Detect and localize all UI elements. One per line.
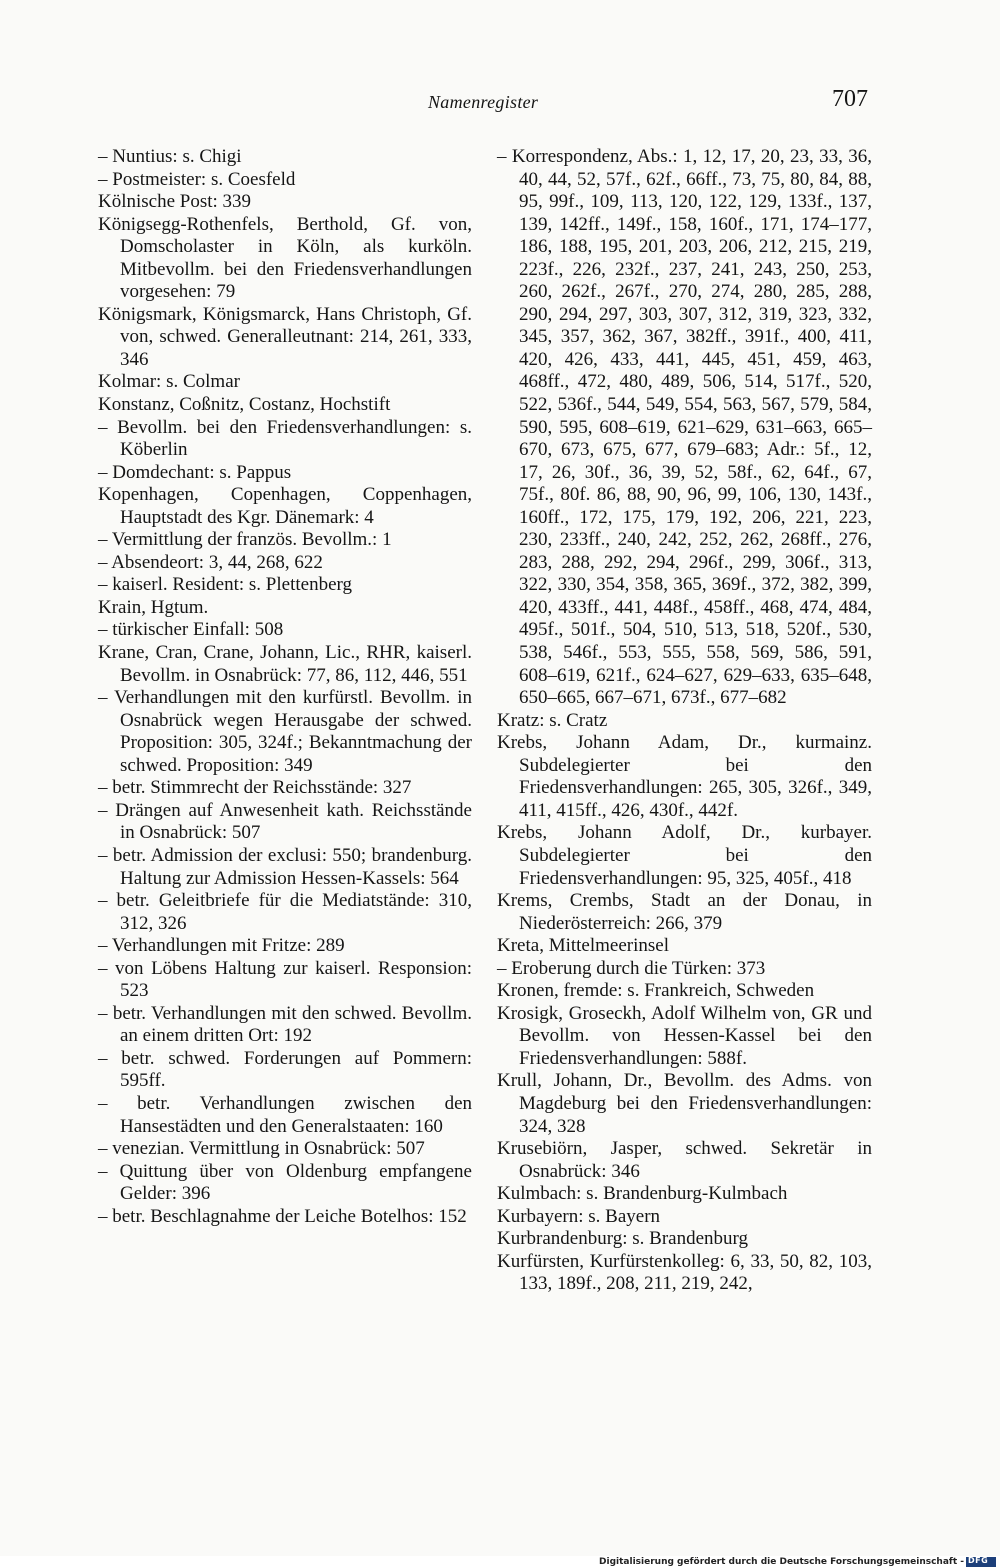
index-entry: Krosigk, Groseckh, Adolf Wilhelm von, GR und Bevollm. von Hessen-Kassel bei den Friedensverhandlungen: 588f. <box>497 1002 872 1069</box>
dfg-logo-icon <box>966 1557 996 1567</box>
index-entry: Königsegg-Rothenfels, Berthold, Gf. von, Domscholaster in Köln, als kurköln. Mitbevollm. bei den Friedensverhandlungen vorgesehen: 79 <box>98 213 472 303</box>
index-column-right <box>497 146 872 1296</box>
index-entry: Kolmar: s. Colmar <box>98 371 240 393</box>
index-entry: – betr. Beschlagnahme der Leiche Botelhos: 152 <box>98 1205 467 1227</box>
page-number: 707 <box>832 86 868 112</box>
running-head-title: Namenregister <box>428 92 539 112</box>
index-entry: Konstanz, Coßnitz, Costanz, Hochstift <box>98 394 391 416</box>
index-entry: Kreta, Mittelmeerinsel <box>497 935 669 957</box>
index-entry: – venezian. Vermittlung in Osnabrück: 507 <box>98 1138 425 1160</box>
index-entry: – betr. Admission der exclusi: 550; brandenburg. Haltung zur Admission Hessen-Kassels: 564 <box>98 844 472 889</box>
index-entry: Kölnische Post: 339 <box>98 191 252 213</box>
dfg-logo-text: DFG <box>968 1556 989 1565</box>
index-entry: – Drängen auf Anwesenheit kath. Reichsstände in Osnabrück: 507 <box>98 799 472 844</box>
index-entry: – betr. Verhandlungen zwischen den Hansestädten und den Generalstaaten: 160 <box>98 1092 472 1137</box>
index-entry: Krain, Hgtum. <box>98 596 209 618</box>
index-entry: – kaiserl. Resident: s. Plettenberg <box>98 574 352 596</box>
index-entry: – betr. Stimmrecht der Reichsstände: 327 <box>98 777 412 799</box>
index-entry: – Verhandlungen mit Fritze: 289 <box>98 935 345 957</box>
index-entry: – Postmeister: s. Coesfeld <box>98 168 296 190</box>
index-entry: Krull, Johann, Dr., Bevollm. des Adms. von Magdeburg bei den Friedensverhandlungen: 324, 328 <box>497 1070 872 1137</box>
running-head <box>0 86 1000 120</box>
index-entry: Krebs, Johann Adolf, Dr., kurbayer. Subdelegierter bei den Friedensverhandlungen: 95, 325, 405f., 418 <box>497 822 872 889</box>
index-entry: – Verhandlungen mit den kurfürstl. Bevollm. in Osnabrück wegen Herausgabe der schwed. Proposition: 305, 324f.; Bekanntmachung der schwed. Proposition: 349 <box>98 687 472 776</box>
index-entry: – Domdechant: s. Pappus <box>98 461 292 483</box>
index-entry: – Nuntius: s. Chigi <box>98 146 242 167</box>
index-entry: – betr. Geleitbriefe für die Mediatstände: 310, 312, 326 <box>98 890 472 934</box>
index-entry: Königsmark, Königsmarck, Hans Christoph, Gf. von, schwed. Generalleutnant: 214, 261, 333, 346 <box>98 303 472 370</box>
index-entry: – von Löbens Haltung zur kaiserl. Responsion: 523 <box>98 957 472 1002</box>
index-entry: – Bevollm. bei den Friedensverhandlungen: s. Köberlin <box>98 416 472 461</box>
index-entry: Kronen, fremde: s. Frankreich, Schweden <box>497 980 815 1002</box>
index-entry: Krane, Cran, Crane, Johann, Lic., RHR, kaiserl. Bevollm. in Osnabrück: 77, 86, 112, 446, 551 <box>98 642 472 686</box>
index-entry: – Eroberung durch die Türken: 373 <box>497 957 766 979</box>
index-entry: Krems, Crembs, Stadt an der Donau, in Niederösterreich: 266, 379 <box>497 890 872 934</box>
footer-credit: Digitalisierung gefördert durch die Deutsche Forschungsgemeinschaft - <box>599 1557 964 1567</box>
index-entry: Kulmbach: s. Brandenburg-Kulmbach <box>497 1183 788 1205</box>
footer-bar <box>0 1556 1000 1568</box>
index-entry: Kurbayern: s. Bayern <box>497 1205 661 1227</box>
index-entry: – Quittung über von Oldenburg empfangene Gelder: 396 <box>98 1160 472 1205</box>
index-entry: Kurfürsten, Kurfürstenkolleg: 6, 33, 50, 82, 103, 133, 189f., 208, 211, 219, 242, <box>497 1250 872 1295</box>
index-entry: Kratz: s. Cratz <box>497 709 608 731</box>
index-entry: – Absendeort: 3, 44, 268, 622 <box>98 551 323 573</box>
index-entry: – betr. Verhandlungen mit den schwed. Bevollm. an einem dritten Ort: 192 <box>98 1002 472 1047</box>
index-entry: Kurbrandenburg: s. Brandenburg <box>497 1228 748 1250</box>
index-entry: – türkischer Einfall: 508 <box>98 619 284 641</box>
index-entry: – Korrespondenz, Abs.: 1, 12, 17, 20, 23, 33, 36, 40, 44, 52, 57f., 62f., 66ff., 73, 75, 80, 84, 88, 95, 99f., 109, 113, 120, 122, 129, 133f., 137, 139, 142ff., 149f., 158, 160f., 171, 174–177, 186, 188, 195, 201, 203, 206, 212, 215, 219, 223f., 226, 232f., 237, 241, 243, 250, 253, 260, 262f., 267f., 270, 274, 280, 285, 288, 290, 294, 297, 303, 307, 312, 319, 323, 332, 345, 357, 362, 367, 382ff., 391f., 400, 411, 420, 426, 433, 441, 445, 451, 459, 463, 468ff., 472, 480, 489, 506, 514, 517f., 520, 522, 536f., 544, 549, 554, 563, 567, 579, 584, 590, 595, 608–619, 621–629, 631–663, 665–670, 673, 675, 677, 679–683; Adr.: 5f., 12, 17, 26, 30f., 36, 39, 52, 58f., 62, 64f., 67, 75f., 80f. 86, 88, 90, 96, 99, 106, 130, 143f., 160ff., 172, 175, 179, 192, 206, 221, 223, 230, 233ff., 240, 242, 252, 262, 268ff., 276, 283, 288, 292, 294, 296f., 299, 306f., 313, 322, 330, 354, 358, 365, 369f., 372, 382, 399, 420, 433ff., 441, 448f., 458ff., 468, 474, 484, 495f., 501f., 504, 510, 513, 518, 520f., 530, 538, 546f., 553, 555, 558, 569, 586, 591, 608–619, 621f., 624–627, 629–633, 635–648, 650–665, 667–671, 673f., 677–682 <box>497 146 872 709</box>
index-column-left <box>98 146 472 1228</box>
index-entry: Krusebiörn, Jasper, schwed. Sekretär in Osnabrück: 346 <box>497 1138 872 1182</box>
index-entry: Kopenhagen, Copenhagen, Coppenhagen, Hauptstadt des Kgr. Dänemark: 4 <box>98 484 472 528</box>
index-entry: – betr. schwed. Forderungen auf Pommern: 595ff. <box>98 1047 472 1092</box>
index-entry: Krebs, Johann Adam, Dr., kurmainz. Subdelegierter bei den Friedensverhandlungen: 265, 305, 326f., 349, 411, 415ff., 426, 430f., 442f. <box>497 732 872 821</box>
index-entry: – Vermittlung der französ. Bevollm.: 1 <box>98 529 392 551</box>
